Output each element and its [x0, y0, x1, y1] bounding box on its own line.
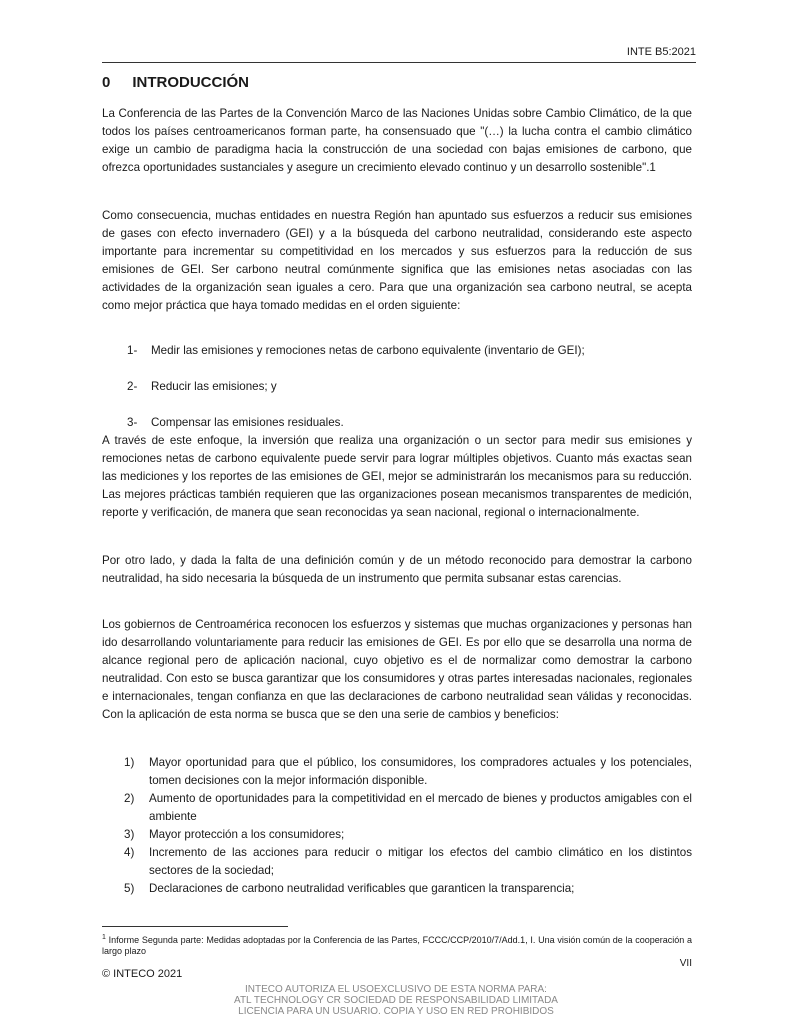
list-item-number: 1-	[127, 344, 138, 357]
list-item-text: Mayor protección a los consumidores;	[149, 828, 345, 841]
list-item-number: 5)	[124, 882, 135, 895]
license-line: LICENCIA PARA UN USUARIO. COPIA Y USO EN RED PROHIBIDOS	[238, 1006, 554, 1017]
list-item-number: 3)	[124, 828, 135, 841]
list-item	[127, 378, 692, 396]
paragraph-3: A través de este enfoque, la inversión que realiza una organización o un sector para medir sus emisiones y remociones netas de carbono equivalente puede servir para lograr múltiples objetivos. Cuanto más exactas sean las mediciones y los reportes de las emisiones de GEI, mejor se administrarán los mecanismos para su reducción. Las mejores prácticas también requieren que las organizaciones posean mecanismos transparentes de medición, reporte y verificación, de manera que sean reconocidas ya sean nacional, regional o internacionalmente.	[102, 434, 692, 519]
list-item-text: Declaraciones de carbono neutralidad verificables que garanticen la transparencia;	[149, 882, 575, 895]
paragraph-4: Por otro lado, y dada la falta de una definición común y de un método reconocido para demostrar la carbono neutralidad, ha sido necesaria la búsqueda de un instrumento que permita subsanar estas carencias.	[102, 554, 692, 585]
list-item-text: Aumento de oportunidades para la competitividad en el mercado de bienes y productos amigables con el ambiente	[149, 792, 692, 823]
paragraph-1: La Conferencia de las Partes de la Convención Marco de las Naciones Unidas sobre Cambio Climático, de la que todos los países centroamericanos forman parte, ha consensuado que "(…) la lucha contra el cambio climático exige un cambio de paradigma hacia la construcción de una sociedad con bajas emisiones de carbono, que ofrezca oportunidades sustanciales y asegure un crecimiento elevado continuo y un desarrollo sostenible".1	[102, 107, 692, 174]
list-item-text: Compensar las emisiones residuales.	[151, 416, 344, 429]
footnote-text: Informe Segunda parte: Medidas adoptadas por la Conferencia de las Partes, FCCC/CCP/2010/7/Add.1, I. Una visión común de la cooperación a largo plazo	[102, 935, 692, 956]
section-title: INTRODUCCIÓN	[132, 74, 250, 91]
paragraph-5: Los gobiernos de Centroamérica reconocen los esfuerzos y sistemas que muchas organizaciones y personas han ido desarrollando voluntariamente para reducir las emisiones de GEI. Es por ello que se desarrolla una norma de alcance regional pero de aplicación nacional, cuyo objetivo es el de normalizar como demostrar la carbono neutralidad. Con esto se busca garantizar que los consumidores y otras partes interesadas nacionales, regionales e internacionales, tengan confianza en que las declaraciones de carbono neutralidad sean válidas y reconocidas. Con la aplicación de esta norma se busca que se den una serie de cambios y beneficios:	[102, 618, 692, 721]
list-item-number: 2-	[127, 380, 138, 393]
steps-list	[127, 342, 692, 432]
license-line: INTECO AUTORIZA EL USOEXCLUSIVO DE ESTA NORMA PARA:	[245, 984, 547, 995]
list-item-number: 3-	[127, 416, 138, 429]
paragraph-2: Como consecuencia, muchas entidades en nuestra Región han apuntado sus esfuerzos a reducir sus emisiones de gases con efecto invernadero (GEI) y a la búsqueda del carbono neutralidad, considerando este aspecto importante para incrementar su competitividad en los mercados y sus esfuerzos para la reducción de sus emisiones de GEI. Ser carbono neutral comúnmente significa que las emisiones netas asociadas con las actividades de la organización sean iguales a cero. Para que una organización sea carbono neutral, se acepta como mejor práctica que haya tomado medidas en el orden siguiente:	[102, 209, 692, 312]
benefits-list	[124, 754, 692, 898]
footnote-divider	[102, 926, 288, 927]
footnote-mark: 1	[102, 934, 106, 941]
list-item-text: Reducir las emisiones; y	[151, 380, 277, 393]
list-item-number: 1)	[124, 756, 135, 769]
license-line: ATL TECHNOLOGY CR SOCIEDAD DE RESPONSABILIDAD LIMITADA	[234, 995, 558, 1006]
page-number: VII	[679, 958, 692, 969]
list-item	[127, 342, 692, 360]
list-item	[124, 880, 692, 898]
list-item	[124, 826, 692, 844]
header-divider	[102, 62, 696, 63]
section-heading	[102, 74, 249, 91]
list-item-text: Mayor oportunidad para que el público, los consumidores, los compradores actuales y los potenciales, tomen decisiones con la mejor información disponible.	[149, 756, 692, 787]
footnote	[102, 932, 692, 957]
list-item-text: Medir las emisiones y remociones netas de carbono equivalente (inventario de GEI);	[151, 344, 585, 357]
list-item-number: 2)	[124, 792, 135, 805]
document-code: INTE B5:2021	[626, 46, 696, 58]
section-number: 0	[102, 74, 111, 91]
list-item	[124, 790, 692, 826]
list-item	[124, 844, 692, 880]
list-item-number: 4)	[124, 846, 135, 859]
license-notice	[0, 984, 792, 1017]
list-item	[127, 414, 692, 432]
copyright: © INTECO 2021	[102, 968, 183, 980]
list-item	[124, 754, 692, 790]
list-item-text: Incremento de las acciones para reducir o mitigar los efectos del cambio climático en los distintos sectores de la sociedad;	[149, 846, 692, 877]
